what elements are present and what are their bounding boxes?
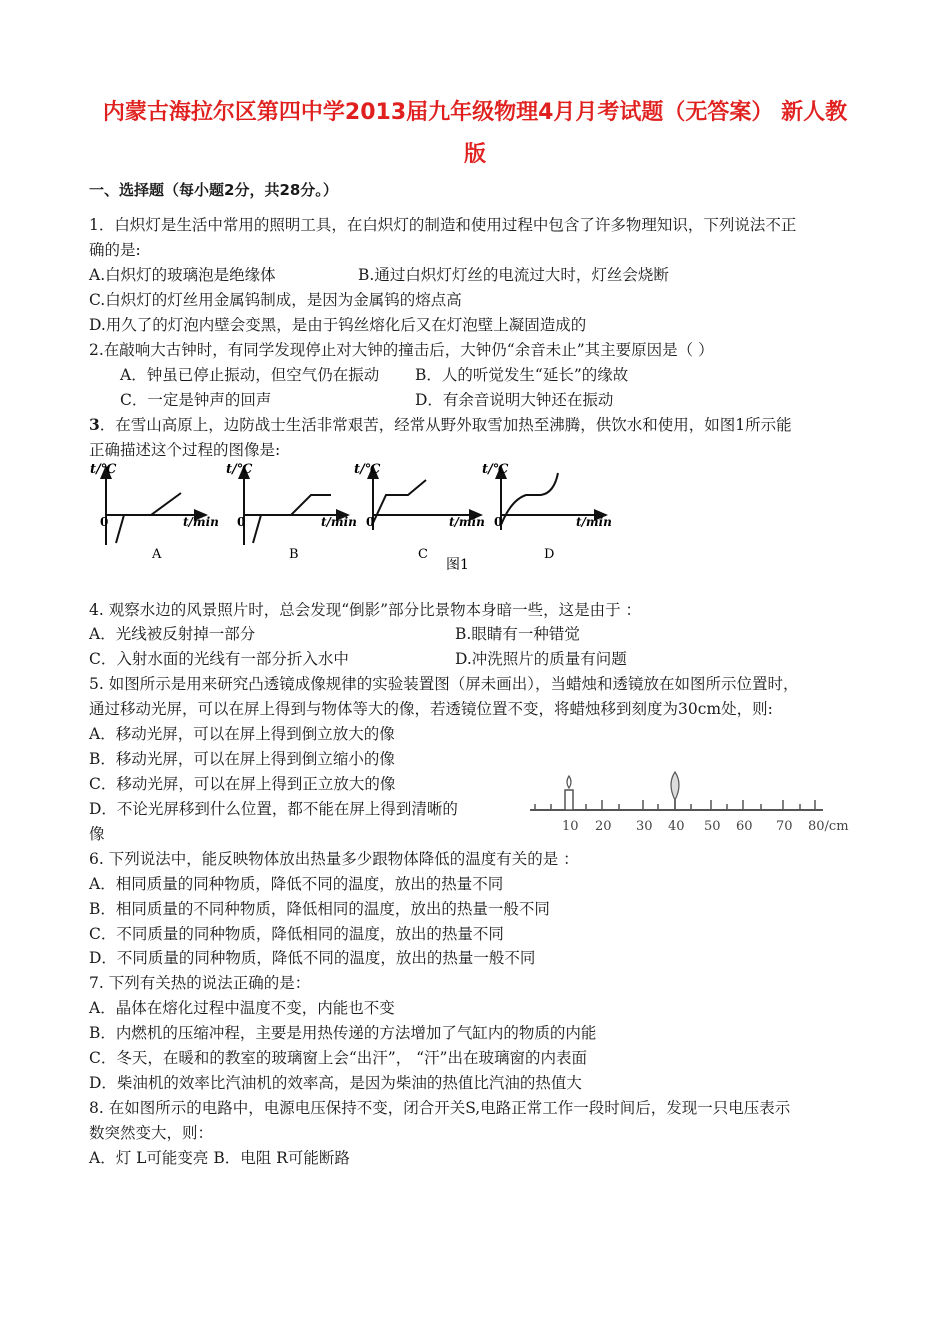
graph-d-label: D: [544, 547, 555, 562]
q7-option-c: C．冬天，在暖和的教室的玻璃窗上会“出汗”， “汗”出在玻璃窗的内表面: [89, 1049, 587, 1067]
q8-stem-2: 数突然变大，则：: [89, 1124, 214, 1142]
ruler-label-60: 60: [736, 819, 753, 834]
q1-option-c: C.白炽灯的灯丝用金属钨制成，是因为金属钨的熔点高: [89, 291, 462, 309]
q1-option-b: B.通过白炽灯灯丝的电流过大时，灯丝会烧断: [358, 266, 669, 284]
title-line-2: 版: [463, 142, 486, 167]
q5-option-b: B．移动光屏，可以在屏上得到倒立缩小的像: [89, 750, 395, 768]
graph-a: [90, 462, 219, 562]
graph-d-xlabel: t/min: [576, 515, 612, 529]
q5-option-d-1: D．不论光屏移到什么位置，都不能在屏上得到清晰的: [89, 800, 458, 818]
q2-option-a: A．钟虽已停止振动，但空气仍在振动: [120, 366, 380, 384]
graph-d-ylabel: t/℃: [482, 462, 509, 477]
q3-stem-1: [89, 415, 792, 435]
q1-option-a: A.白炽灯的玻璃泡是绝缘体: [89, 266, 276, 284]
optical-bench-figure: [525, 770, 870, 838]
ruler-label-80: 80/cm: [808, 819, 849, 834]
ruler-label-30: 30: [636, 819, 653, 834]
graph-d-origin: 0: [494, 515, 503, 529]
graph-b-origin: 0: [237, 515, 246, 529]
q8-options-ab: A．灯 L可能变亮 B．电阻 R可能断路: [89, 1149, 350, 1167]
q3-stem-2: 正确描述这个过程的图像是:: [89, 441, 281, 459]
ruler-label-10: 10: [562, 819, 579, 834]
q7-option-d: D．柴油机的效率比汽油机的效率高，是因为柴油的热值比汽油的热值大: [89, 1074, 582, 1092]
graph-c-label: C: [418, 547, 428, 562]
graph-b-label: B: [289, 547, 299, 562]
ruler-label-20: 20: [595, 819, 612, 834]
q5-option-a: A．移动光屏，可以在屏上得到倒立放大的像: [89, 725, 395, 743]
q6-option-a: A．相同质量的同种物质，降低不同的温度，放出的热量不同: [89, 875, 504, 893]
graph-c: [354, 462, 485, 562]
graph-a-label: A: [152, 547, 162, 562]
ruler-label-40: 40: [668, 819, 685, 834]
q6-option-b: B．相同质量的不同种物质，降低相同的温度，放出的热量一般不同: [89, 900, 550, 918]
q7-option-a: A．晶体在熔化过程中温度不变，内能也不变: [89, 999, 395, 1017]
q1-option-d: D.用久了的灯泡内壁会变黑，是由于钨丝熔化后又在灯泡壁上凝固造成的: [89, 316, 587, 334]
q4-option-d: D.冲洗照片的质量有问题: [455, 650, 627, 668]
figure-1-caption: 图1: [446, 557, 469, 573]
q2-option-d: D．有余音说明大钟还在振动: [415, 391, 614, 409]
q6-option-d: D．不同质量的同种物质，降低不同的温度，放出的热量一般不同: [89, 949, 536, 967]
q3-number: 3: [89, 415, 100, 434]
q1-stem-2: 确的是:: [89, 241, 141, 259]
q5-option-d-2: 像: [89, 825, 105, 843]
q2-stem: 2.在敲响大古钟时，有同学发现停止对大钟的撞击后，大钟仍“余音未止”其主要原因是（ ）: [89, 341, 714, 359]
q5-stem-2: 通过移动光屏，可以在屏上得到与物体等大的像，若透镜位置不变，将蜡烛移到刻度为30cm处，则:: [89, 700, 773, 718]
graph-c-xlabel: t/min: [449, 515, 485, 529]
q4-option-c: C．入射水面的光线有一部分折入水中: [89, 650, 349, 668]
graph-b-xlabel: t/min: [321, 515, 357, 529]
candle-icon: [565, 776, 573, 810]
graph-c-ylabel: t/℃: [354, 462, 381, 477]
ruler-label-50: 50: [704, 819, 721, 834]
graph-a-ylabel: t/℃: [90, 462, 117, 477]
convex-lens-icon: [671, 772, 679, 810]
q2-option-c: C．一定是钟声的回声: [120, 391, 272, 409]
title-line-1: 内蒙古海拉尔区第四中学2013届九年级物理4月月考试题（无答案） 新人教: [102, 100, 848, 125]
graph-a-origin: 0: [100, 515, 109, 529]
graph-d: [482, 462, 612, 562]
graph-a-xlabel: t/min: [183, 515, 219, 529]
q6-stem: 6. 下列说法中，能反映物体放出热量多少跟物体降低的温度有关的是 ：: [89, 850, 579, 868]
figure-1-graphs: [86, 455, 616, 580]
exam-title: [80, 92, 870, 176]
q4-stem: 4. 观察水边的风景照片时，总会发现“倒影”部分比景物本身暗一些，这是由于 ：: [89, 601, 641, 619]
q8-stem-1: 8. 在如图所示的电路中，电源电压保持不变，闭合开关S,电路正常工作一段时间后，发现一只电压表示: [89, 1099, 791, 1117]
q5-option-c: C．移动光屏，可以在屏上得到正立放大的像: [89, 775, 396, 793]
graph-b: [226, 462, 357, 562]
section-heading: 一、选择题（每小题2分，共28分。）: [89, 181, 338, 199]
q2-option-b: B．人的听觉发生“延长”的缘故: [415, 366, 629, 384]
q4-option-b: B.眼睛有一种错觉: [455, 625, 580, 643]
q4-option-a: A．光线被反射掉一部分: [89, 625, 256, 643]
ruler-label-70: 70: [776, 819, 793, 834]
graph-b-ylabel: t/℃: [226, 462, 253, 477]
q1-stem-1: 1．白炽灯是生活中常用的照明工具，在白炽灯的制造和使用过程中包含了许多物理知识，下列说法不正: [89, 216, 797, 234]
q6-option-c: C．不同质量的同种物质，降低相同的温度，放出的热量不同: [89, 925, 504, 943]
q7-option-b: B．内燃机的压缩冲程，主要是用热传递的方法增加了气缸内的物质的内能: [89, 1024, 597, 1042]
q3-stem-1-text: ．在雪山高原上，边防战士生活非常艰苦，经常从野外取雪加热至沸腾，供饮水和使用，如图1所示能: [99, 416, 792, 434]
graph-c-origin: 0: [366, 515, 375, 529]
q5-stem-1: 5. 如图所示是用来研究凸透镜成像规律的实验装置图（屏未画出），当蜡烛和透镜放在如图所示位置时，: [89, 675, 799, 693]
q7-stem: 7. 下列有关热的说法正确的是：: [89, 974, 311, 992]
